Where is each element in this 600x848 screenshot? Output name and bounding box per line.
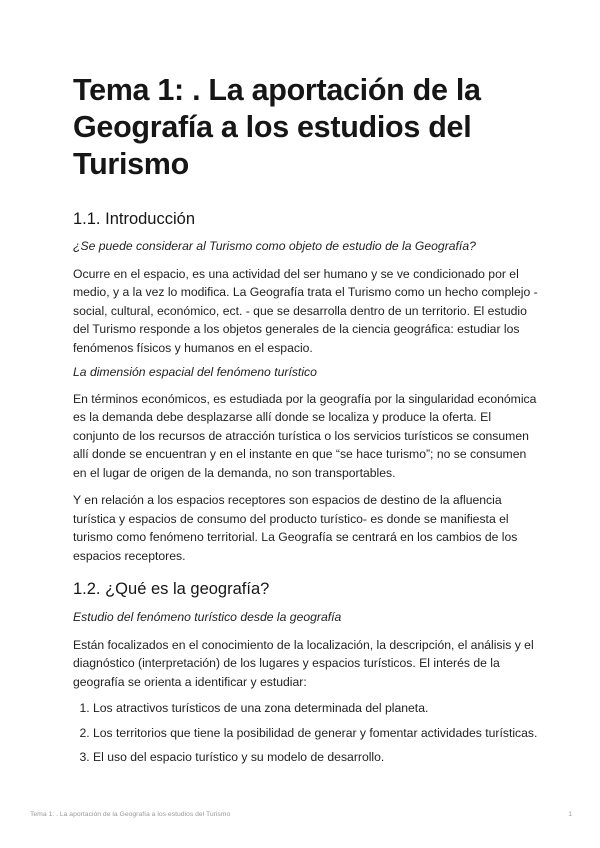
section-heading-que-es-la-geografia: 1.2. ¿Qué es la geografía?: [73, 580, 270, 598]
paragraph: Ocurre en el espacio, es una actividad del ser humano y se ve condicionado por el medio, y a la vez lo modifica. La Geografía trata el Turismo como un hecho complejo - social, cultural, económico, ect. - que se desarrolla dentro de un territorio. El estudio del Turismo responde a los objetos generales de la ciencia geográfica: estudiar los fenómenos físicos y humanos en el espacio.: [73, 266, 538, 355]
document-page: [73, 72, 538, 773]
subsection-title: La dimensión espacial del fenómeno turístico: [73, 365, 317, 379]
section-heading-introduccion: 1.1. Introducción: [73, 210, 195, 228]
paragraph: En términos económicos, es estudiada por la geografía por la singularidad económica es la demanda debe desplazarse allí donde se localiza y produce la oferta. El conjunto de los recursos de atracción turística o los servicios turísticos se consumen allí donde se encuentran y en el instante en que “se hace turismo”; no se consumen en el lugar de origen de la demanda, no son transportables.: [73, 391, 537, 480]
footer-title: Tema 1: . La aportación de la Geografía a los estudios del Turismo: [30, 811, 231, 818]
paragraph: Están focalizados en el conocimiento de la localización, la descripción, el análisis y el diagnóstico (interpretación) de los lugares y espacios turísticos. El interés de la geografía se orienta a identificar y estudiar:: [73, 637, 534, 689]
list-item: 3. El uso del espacio turístico y su modelo de desarrollo.: [93, 748, 538, 767]
list-item: 1. Los atractivos turísticos de una zona determinada del planeta.: [93, 699, 538, 718]
document-title: Tema 1: . La aportación de la Geografía a los estudios del Turismo: [73, 73, 481, 181]
section-question: ¿Se puede considerar al Turismo como objeto de estudio de la Geografía?: [73, 239, 476, 253]
page-footer: [30, 811, 572, 818]
list-item: 2. Los territorios que tiene la posibilidad de generar y fomentar actividades turísticas.: [93, 724, 538, 743]
paragraph: Y en relación a los espacios receptores son espacios de destino de la afluencia turística y espacios de consumo del producto turístico- es donde se manifiesta el turismo como fenómeno territorial. La Geografía se centrará en los cambios de los espacios receptores.: [73, 493, 518, 563]
page-number: 1: [568, 811, 572, 818]
numbered-list: [73, 699, 538, 767]
subsection-title: Estudio del fenómeno turístico desde la geografía: [73, 610, 342, 624]
